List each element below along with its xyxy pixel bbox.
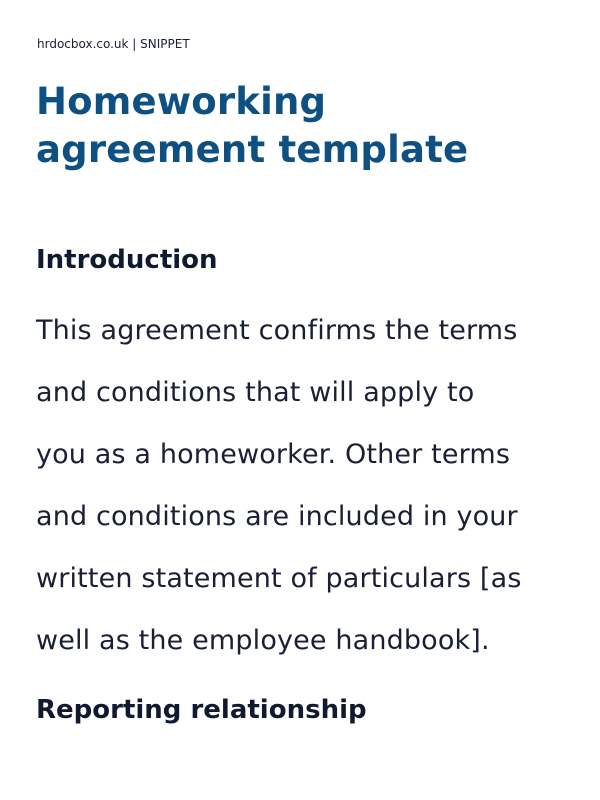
paragraph-line: This agreement confirms the terms — [36, 315, 518, 346]
section-heading-reporting-relationship: Reporting relationship — [36, 695, 367, 725]
paragraph-line: well as the employee handbook]. — [36, 625, 490, 656]
paragraph-line: and conditions are included in your — [36, 501, 518, 532]
introduction-paragraph — [36, 308, 576, 680]
title-line: agreement template — [36, 128, 469, 171]
document-title — [36, 78, 576, 174]
title-line: Homeworking — [36, 80, 327, 123]
paragraph-line: written statement of particulars [as — [36, 563, 522, 594]
paragraph-line: and conditions that will apply to — [36, 377, 475, 408]
section-heading-introduction: Introduction — [36, 245, 218, 275]
paragraph-line: you as a homeworker. Other terms — [36, 439, 511, 470]
source-line: hrdocbox.co.uk | SNIPPET — [37, 37, 190, 51]
